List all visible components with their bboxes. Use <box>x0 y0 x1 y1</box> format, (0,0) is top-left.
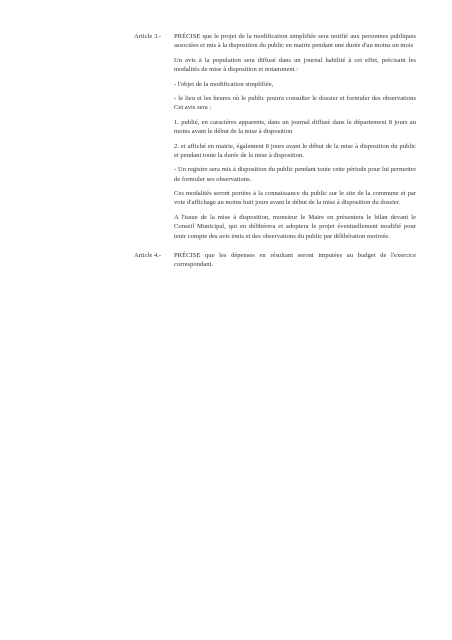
paragraph-depenses-budget: PRÉCISE que les dépenses en résultant seront imputées au budget de l'exercice correspondant. <box>174 252 416 269</box>
paragraph-registre: - Un registre sera mis à disposition du public pendant toute cette période pour lui permettre de formuler ses observations. <box>174 166 416 183</box>
article-label: Article 3.- <box>134 33 162 40</box>
paragraph-avis-population: Un avis à la population sera diffusé dans un journal habilité à cet effet, précisant les modalités de mise à disposition et notamment : <box>174 56 416 74</box>
paragraph-lieu-heures: - le lieu et les heures où le public pourra consulter le dossier et formuler des observations Cet avis sera : <box>174 95 416 112</box>
paragraph-bilan-maire: A l'issue de la mise à disposition, monsieur le Maire en présentera le bilan devant le Conseil Municipal, qui en délibérera et adoptera le projet éventuellement modifié pour tenir compte des avis émis et des observations du public par délibération motivée. <box>174 213 416 240</box>
paragraph-objet-modification: - l'objet de la modification simplifiée, <box>174 80 274 88</box>
article-body <box>174 251 416 270</box>
article-body <box>174 32 416 241</box>
article-label: Article 4.- <box>134 252 162 259</box>
paragraph-publie-journal: 1. publié, en caractères apparents, dans un journal diffusé dans le département 8 jours au moins avant le début de la mise à disposition <box>174 118 416 136</box>
paragraph-precise-notification: PRÉCISE que le projet de la modification simplifiée sera notifié aux personnes publiques associées et mis à la disposition du public en mairie pendant une durée d'au moins un mois <box>174 33 416 50</box>
paragraph-modalites-site: Ces modalités seront portées à la connaissance du public sur le site de la commune et par voie d'affichage au moins huit jours avant le début de la mise à disposition du dossier. <box>174 190 416 207</box>
paragraph-affiche-mairie: 2. et affiché en mairie, également 8 jours avant le début de la mise à disposition du public et pendant toute la durée de la mise à disposition. <box>174 142 416 159</box>
